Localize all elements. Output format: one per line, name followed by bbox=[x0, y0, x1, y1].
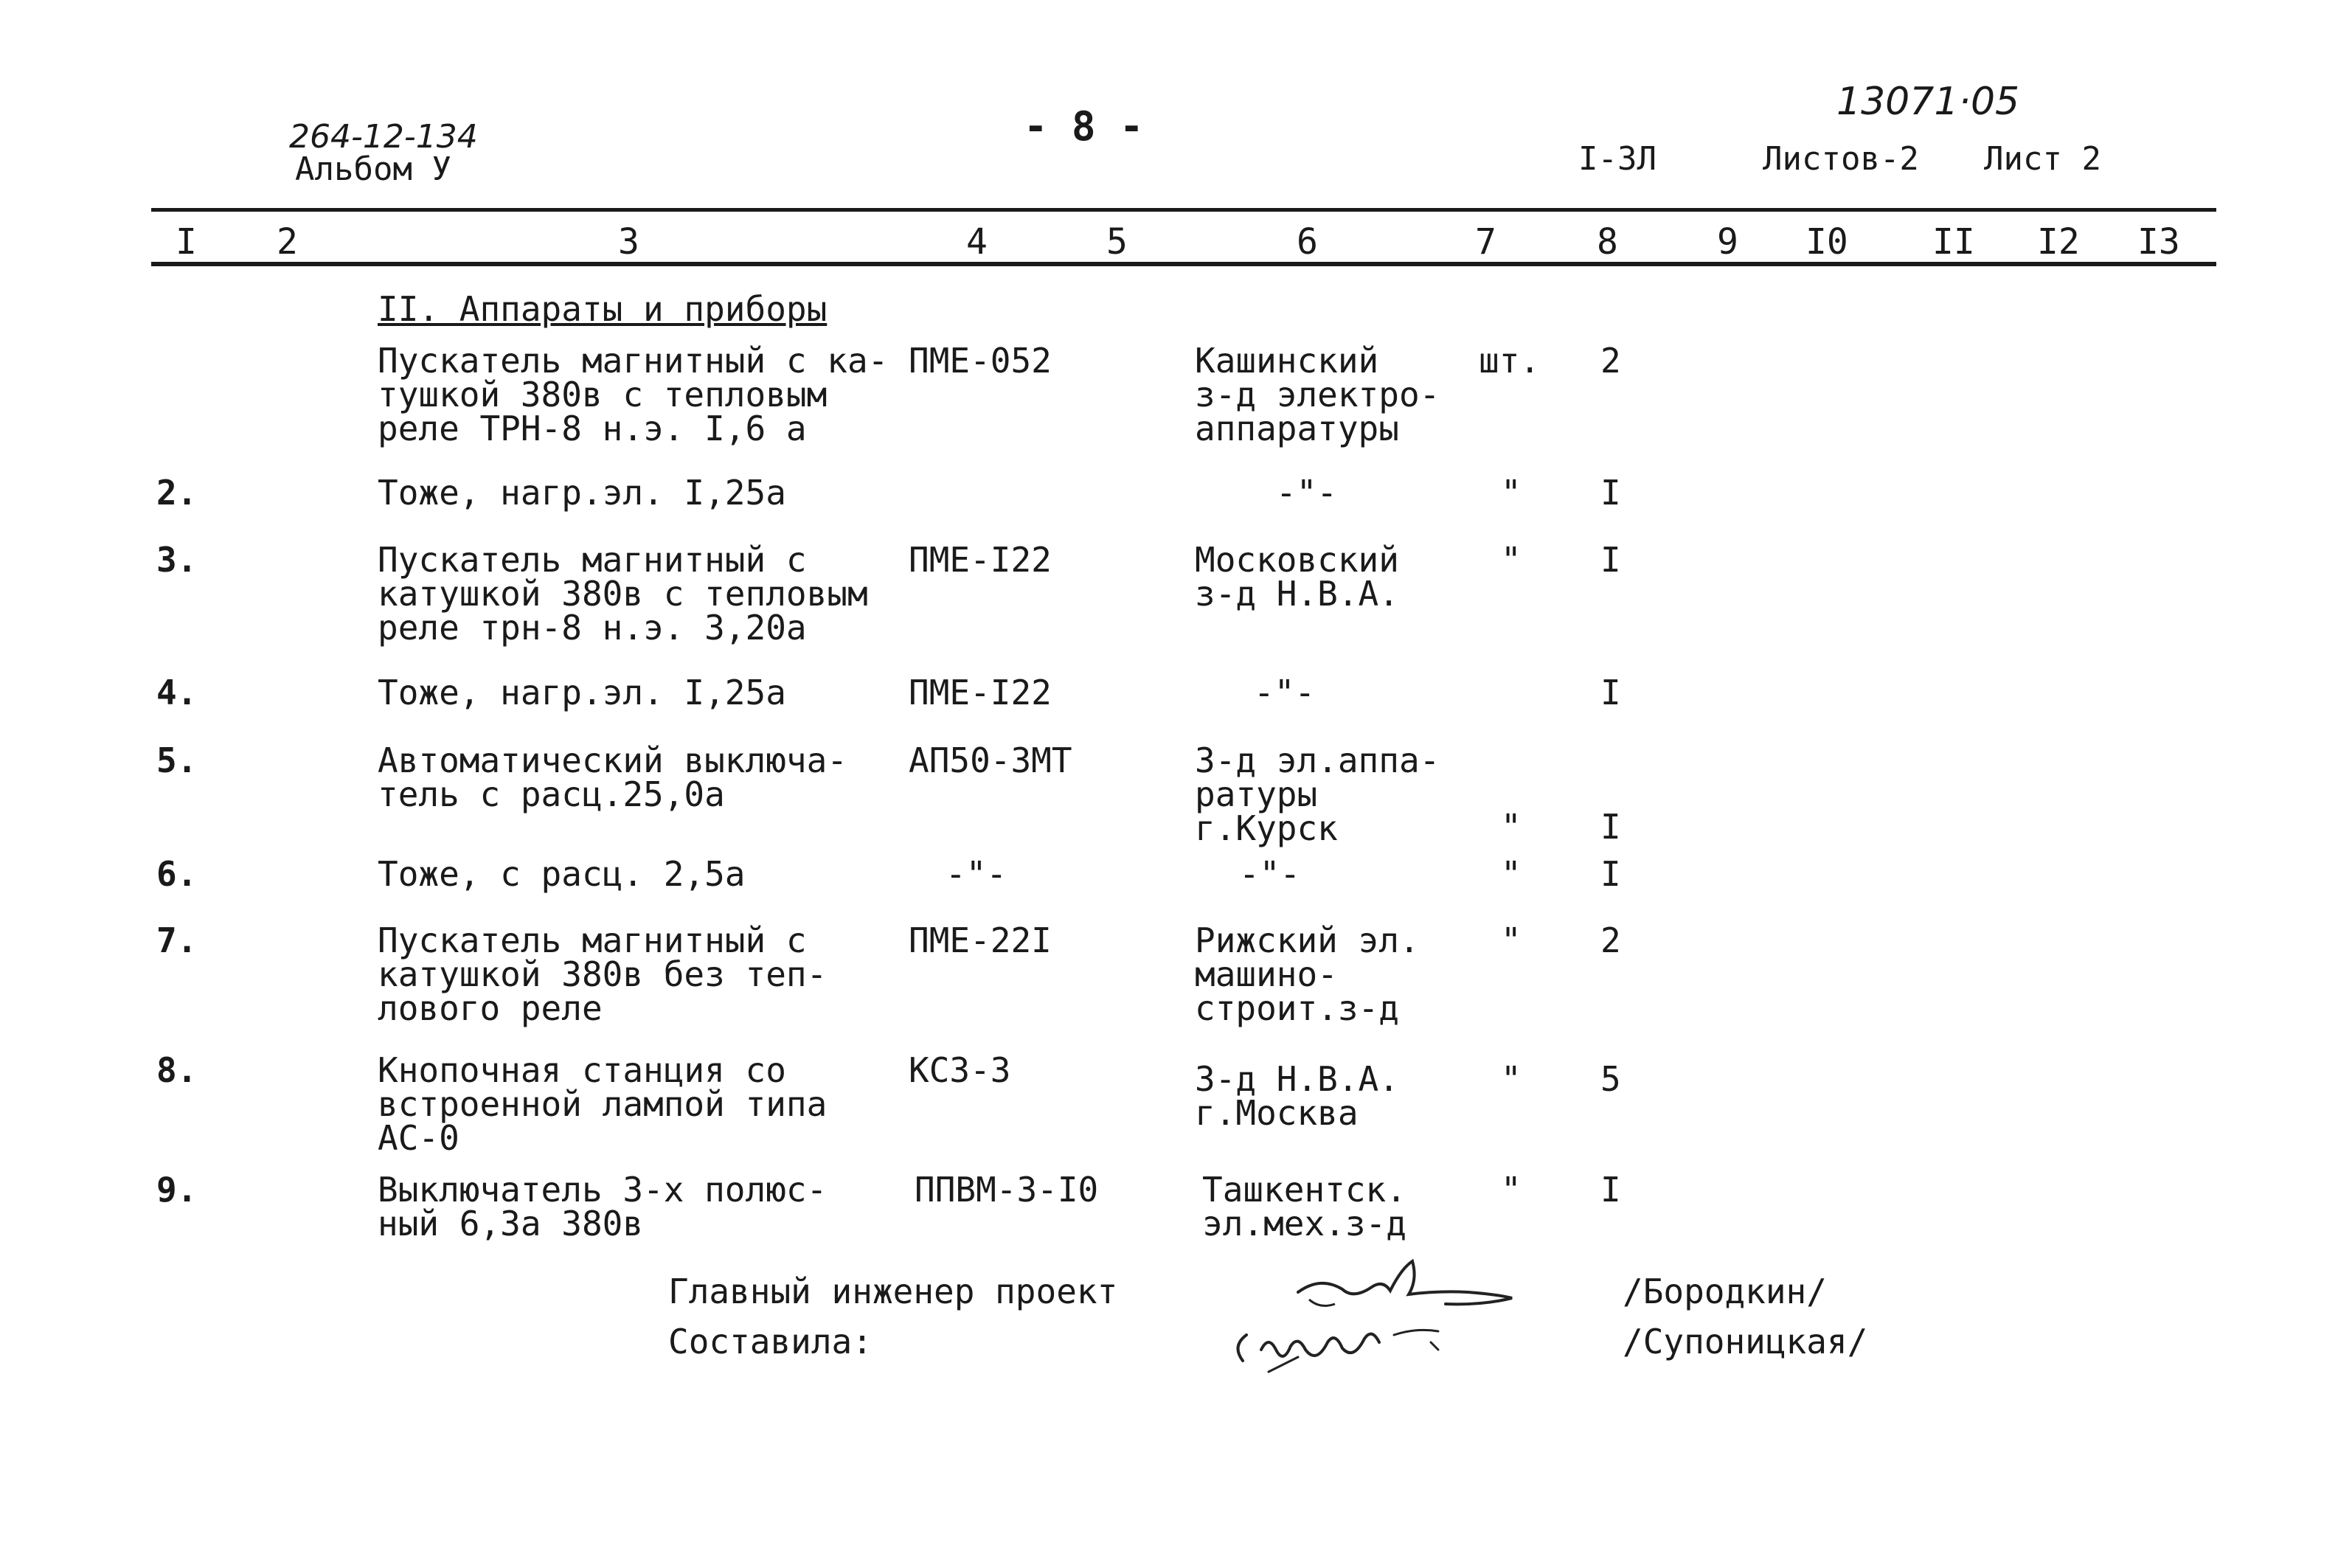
row-type: ПМЕ-I22 bbox=[909, 673, 1052, 712]
page-number: - 8 - bbox=[1024, 103, 1144, 150]
row-unit: " bbox=[1501, 920, 1522, 960]
row-name: Кнопочная станция со встроенной лампой типа АС-0 bbox=[378, 1050, 828, 1158]
row-unit: " bbox=[1501, 807, 1522, 847]
row-name: Автоматический выключа- тель с расц.25,0а bbox=[378, 740, 847, 814]
column-number: 7 bbox=[1475, 221, 1496, 263]
row-unit: " bbox=[1501, 1059, 1522, 1099]
row-number: 7. bbox=[156, 920, 198, 960]
row-name: Пускатель магнитный с катушкой 380в без теп- лового реле bbox=[378, 920, 828, 1028]
column-number: 2 bbox=[277, 221, 298, 263]
form-code: I-3Л bbox=[1578, 140, 1657, 178]
row-maker: Ташкентск. эл.мех.з-д bbox=[1202, 1170, 1406, 1243]
row-maker: -"- bbox=[1254, 673, 1316, 712]
row-type: АП50-3МТ bbox=[909, 740, 1072, 780]
row-number: 9. bbox=[156, 1170, 198, 1210]
sheet-number: Лист 2 bbox=[1984, 140, 2101, 178]
row-maker: 3-д эл.аппа- ратуры г.Курск bbox=[1195, 740, 1440, 848]
row-qty: 5 bbox=[1600, 1059, 1621, 1099]
row-unit: " bbox=[1501, 473, 1522, 513]
handwritten-number: 13071·05 bbox=[1836, 80, 2020, 124]
document-code: 264-12-134 bbox=[289, 118, 478, 156]
row-maker: 3-д Н.В.А. г.Москва bbox=[1195, 1059, 1399, 1133]
signature-compiler bbox=[1217, 1305, 1527, 1394]
row-maker: -"- bbox=[1239, 854, 1301, 894]
row-name: Тоже, нагр.эл. I,25а bbox=[378, 673, 786, 712]
row-number: 3. bbox=[156, 540, 198, 580]
row-type: ПМЕ-22I bbox=[909, 920, 1052, 960]
row-name: Выключатель 3-х полюс- ный 6,3а 380в bbox=[378, 1170, 828, 1243]
chief-engineer-name: /Бородкин/ bbox=[1623, 1272, 1827, 1311]
row-maker: -"- bbox=[1276, 473, 1338, 513]
row-maker: Рижский эл. машино- строит.з-д bbox=[1195, 920, 1420, 1028]
row-type: -"- bbox=[946, 854, 1007, 894]
row-maker: Московский з-д Н.В.А. bbox=[1195, 540, 1399, 614]
row-number: 5. bbox=[156, 740, 198, 780]
row-number: 6. bbox=[156, 854, 198, 894]
column-number: I bbox=[176, 221, 197, 263]
row-unit: шт. bbox=[1479, 341, 1541, 381]
compiler-name: /Супоницкая/ bbox=[1623, 1322, 1868, 1361]
section-title: II. Аппараты и приборы bbox=[378, 289, 828, 329]
row-type: ПМЕ-052 bbox=[909, 341, 1052, 381]
sheets-total: Листов-2 bbox=[1763, 140, 1919, 178]
column-number: 3 bbox=[618, 221, 639, 263]
row-number: 8. bbox=[156, 1050, 198, 1090]
row-unit: " bbox=[1501, 854, 1522, 894]
row-unit: " bbox=[1501, 1170, 1522, 1210]
column-number: II bbox=[1932, 221, 1975, 263]
row-type: ПМЕ-I22 bbox=[909, 540, 1052, 580]
column-number: I2 bbox=[2037, 221, 2080, 263]
column-number: 9 bbox=[1717, 221, 1738, 263]
header-bottom-rule bbox=[151, 262, 2216, 266]
row-name: Пускатель магнитный с катушкой 380в с тепловым реле трн-8 н.э. 3,20а bbox=[378, 540, 868, 648]
row-name: Тоже, нагр.эл. I,25а bbox=[378, 473, 786, 513]
row-qty: I bbox=[1600, 673, 1621, 712]
row-name: Тоже, с расц. 2,5а bbox=[378, 854, 746, 894]
compiler-label: Составила: bbox=[668, 1322, 873, 1361]
column-number: 5 bbox=[1106, 221, 1128, 263]
row-qty: 2 bbox=[1600, 341, 1621, 381]
column-number: 6 bbox=[1297, 221, 1318, 263]
row-maker: Кашинский з-д электро- аппаратуры bbox=[1195, 341, 1440, 448]
column-number: I0 bbox=[1805, 221, 1848, 263]
row-unit: " bbox=[1501, 540, 1522, 580]
row-type: КС3-3 bbox=[909, 1050, 1011, 1090]
chief-engineer-label: Главный инженер проект bbox=[668, 1272, 1118, 1311]
column-number: 8 bbox=[1597, 221, 1618, 263]
row-qty: I bbox=[1600, 1170, 1621, 1210]
row-qty: I bbox=[1600, 807, 1621, 847]
row-qty: I bbox=[1600, 473, 1621, 513]
row-qty: I bbox=[1600, 854, 1621, 894]
column-number: 4 bbox=[966, 221, 988, 263]
header-top-rule bbox=[151, 208, 2216, 212]
row-number: 2. bbox=[156, 473, 198, 513]
row-name: Пускатель магнитный с ка- тушкой 380в с тепловым реле ТРН-8 н.э. I,6 а bbox=[378, 341, 889, 448]
row-qty: I bbox=[1600, 540, 1621, 580]
album-label: Альбом У bbox=[295, 150, 451, 188]
row-type: ППВМ-3-I0 bbox=[915, 1170, 1099, 1210]
row-qty: 2 bbox=[1600, 920, 1621, 960]
row-number: 4. bbox=[156, 673, 198, 712]
column-number: I3 bbox=[2137, 221, 2180, 263]
